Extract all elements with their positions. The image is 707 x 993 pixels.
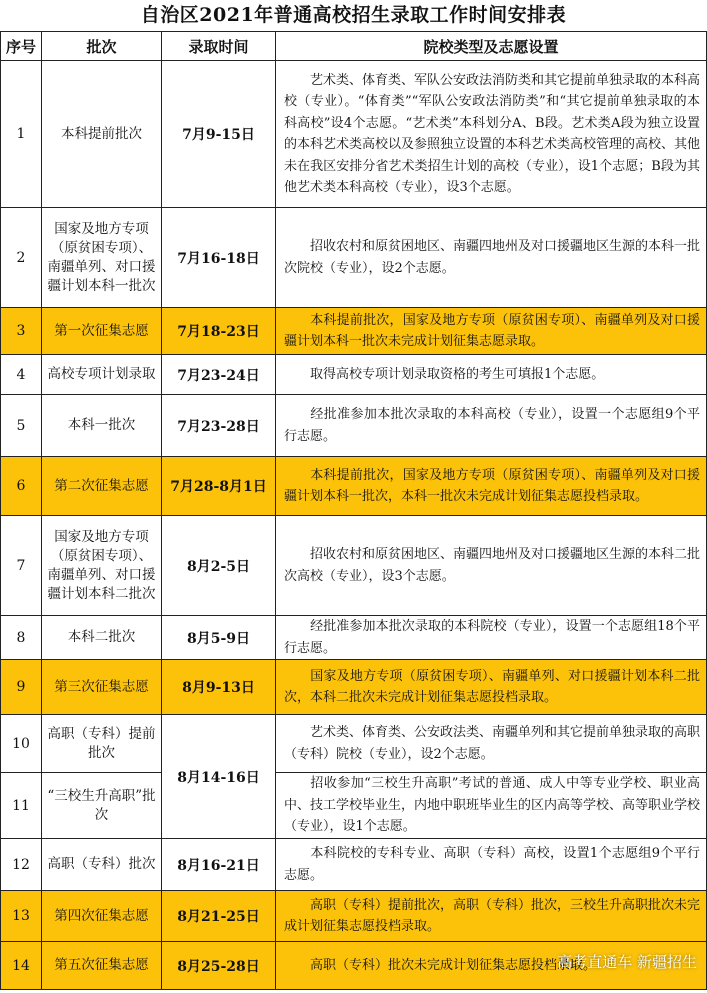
row-number: 4 bbox=[1, 355, 42, 395]
header-batch: 批次 bbox=[42, 32, 162, 61]
row-time: 8月14-16日 bbox=[162, 715, 276, 839]
row-number: 12 bbox=[1, 839, 42, 891]
row-batch: 第五次征集志愿 bbox=[42, 942, 162, 990]
table-header-row bbox=[1, 32, 707, 61]
row-number: 5 bbox=[1, 395, 42, 457]
table-row bbox=[1, 355, 707, 395]
row-number: 13 bbox=[1, 891, 42, 942]
row-desc: 高职（专科）提前批次，高职（专科）批次，三校生升高职批次未完成计划征集志愿投档录取。 bbox=[276, 891, 707, 942]
row-number: 1 bbox=[1, 61, 42, 208]
table-row bbox=[1, 839, 707, 891]
table-row bbox=[1, 208, 707, 308]
row-batch: 本科二批次 bbox=[42, 616, 162, 660]
row-desc: 艺术类、体育类、公安政法类、南疆单列和其它提前单独录取的高职（专科）院校（专业），设2个志愿。 bbox=[276, 715, 707, 773]
row-batch: 第三次征集志愿 bbox=[42, 660, 162, 715]
row-time: 8月9-13日 bbox=[162, 660, 276, 715]
row-desc: 艺术类、体育类、军队公安政法消防类和其它提前单独录取的本科高校（专业）。“体育类”“军队公安政法消防类”和“其它提前单独录取的本科高校”设4个志愿。“艺术类”本科划分A、B段。艺术类A段为独立设置的本科艺术类高校以及参照独立设置的本科艺术类高校管理的高校、其他未在我区安排分省艺术类招生计划的高校（专业），设1个志愿；B段为其他艺术类本科高校（专业），设3个志愿。 bbox=[276, 61, 707, 208]
header-desc: 院校类型及志愿设置 bbox=[276, 32, 707, 61]
row-batch: 第四次征集志愿 bbox=[42, 891, 162, 942]
row-desc: 经批准参加本批次录取的本科院校（专业），设置一个志愿组18个平行志愿。 bbox=[276, 616, 707, 660]
row-desc: 本科提前批次，国家及地方专项（原贫困专项）、南疆单列及对口援疆计划本科一批次，本科一批次未完成计划征集志愿投档录取。 bbox=[276, 457, 707, 516]
header-time: 录取时间 bbox=[162, 32, 276, 61]
row-time: 8月21-25日 bbox=[162, 891, 276, 942]
row-time: 7月23-24日 bbox=[162, 355, 276, 395]
row-batch: 国家及地方专项（原贫困专项）、南疆单列、对口援疆计划本科一批次 bbox=[42, 208, 162, 308]
row-batch: “三校生升高职”批次 bbox=[42, 773, 162, 839]
row-time: 8月25-28日 bbox=[162, 942, 276, 990]
page-title: 自治区2021年普通高校招生录取工作时间安排表 bbox=[140, 4, 567, 26]
row-time: 7月28-8月1日 bbox=[162, 457, 276, 516]
row-time: 8月5-9日 bbox=[162, 616, 276, 660]
row-batch: 第二次征集志愿 bbox=[42, 457, 162, 516]
row-batch: 本科一批次 bbox=[42, 395, 162, 457]
row-batch: 高职（专科）提前批次 bbox=[42, 715, 162, 773]
table-row-highlighted bbox=[1, 457, 707, 516]
table-row-highlighted bbox=[1, 660, 707, 715]
table-row bbox=[1, 616, 707, 660]
row-batch: 高职（专科）批次 bbox=[42, 839, 162, 891]
row-number: 3 bbox=[1, 308, 42, 355]
row-number: 14 bbox=[1, 942, 42, 990]
table-row bbox=[1, 516, 707, 616]
row-desc: 高职（专科）批次未完成计划征集志愿投档录取。 bbox=[276, 942, 707, 990]
row-number: 9 bbox=[1, 660, 42, 715]
watermark: 高考直通车 新疆招生 bbox=[557, 953, 697, 971]
table-row bbox=[1, 773, 707, 839]
table-row bbox=[1, 395, 707, 457]
row-number: 11 bbox=[1, 773, 42, 839]
row-number: 7 bbox=[1, 516, 42, 616]
row-batch: 高校专项计划录取 bbox=[42, 355, 162, 395]
row-number: 2 bbox=[1, 208, 42, 308]
row-desc: 经批准参加本批次录取的本科高校（专业），设置一个志愿组9个平行志愿。 bbox=[276, 395, 707, 457]
row-time: 8月2-5日 bbox=[162, 516, 276, 616]
row-batch: 第一次征集志愿 bbox=[42, 308, 162, 355]
row-time: 7月9-15日 bbox=[162, 61, 276, 208]
row-desc: 招收农村和原贫困地区、南疆四地州及对口援疆地区生源的本科二批次高校（专业），设3个志愿。 bbox=[276, 516, 707, 616]
row-desc: 取得高校专项计划录取资格的考生可填报1个志愿。 bbox=[276, 355, 707, 395]
row-time: 7月16-18日 bbox=[162, 208, 276, 308]
table-row bbox=[1, 61, 707, 208]
row-time: 7月18-23日 bbox=[162, 308, 276, 355]
row-number: 8 bbox=[1, 616, 42, 660]
table-row-highlighted bbox=[1, 891, 707, 942]
row-desc: 招收农村和原贫困地区、南疆四地州及对口援疆地区生源的本科一批次院校（专业），设2个志愿。 bbox=[276, 208, 707, 308]
header-no: 序号 bbox=[1, 32, 42, 61]
schedule-table bbox=[0, 31, 707, 990]
table-row-highlighted bbox=[1, 308, 707, 355]
row-time: 8月16-21日 bbox=[162, 839, 276, 891]
row-number: 6 bbox=[1, 457, 42, 516]
row-time: 7月23-28日 bbox=[162, 395, 276, 457]
row-desc: 招收参加“三校生升高职”考试的普通、成人中等专业学校、职业高中、技工学校毕业生，内地中职班毕业生的区内高等学校、高等职业学校（专业），设1个志愿。 bbox=[276, 773, 707, 839]
table-row bbox=[1, 715, 707, 773]
row-desc: 国家及地方专项（原贫困专项）、南疆单列、对口援疆计划本科二批次，本科二批次未完成计划征集志愿投档录取。 bbox=[276, 660, 707, 715]
row-desc: 本科院校的专科专业、高职（专科）高校，设置1个志愿组9个平行志愿。 bbox=[276, 839, 707, 891]
row-number: 10 bbox=[1, 715, 42, 773]
row-batch: 本科提前批次 bbox=[42, 61, 162, 208]
row-desc: 本科提前批次，国家及地方专项（原贫困专项）、南疆单列及对口援疆计划本科一批次未完成计划征集志愿录取。 bbox=[276, 308, 707, 355]
row-batch: 国家及地方专项（原贫困专项）、南疆单列、对口援疆计划本科二批次 bbox=[42, 516, 162, 616]
